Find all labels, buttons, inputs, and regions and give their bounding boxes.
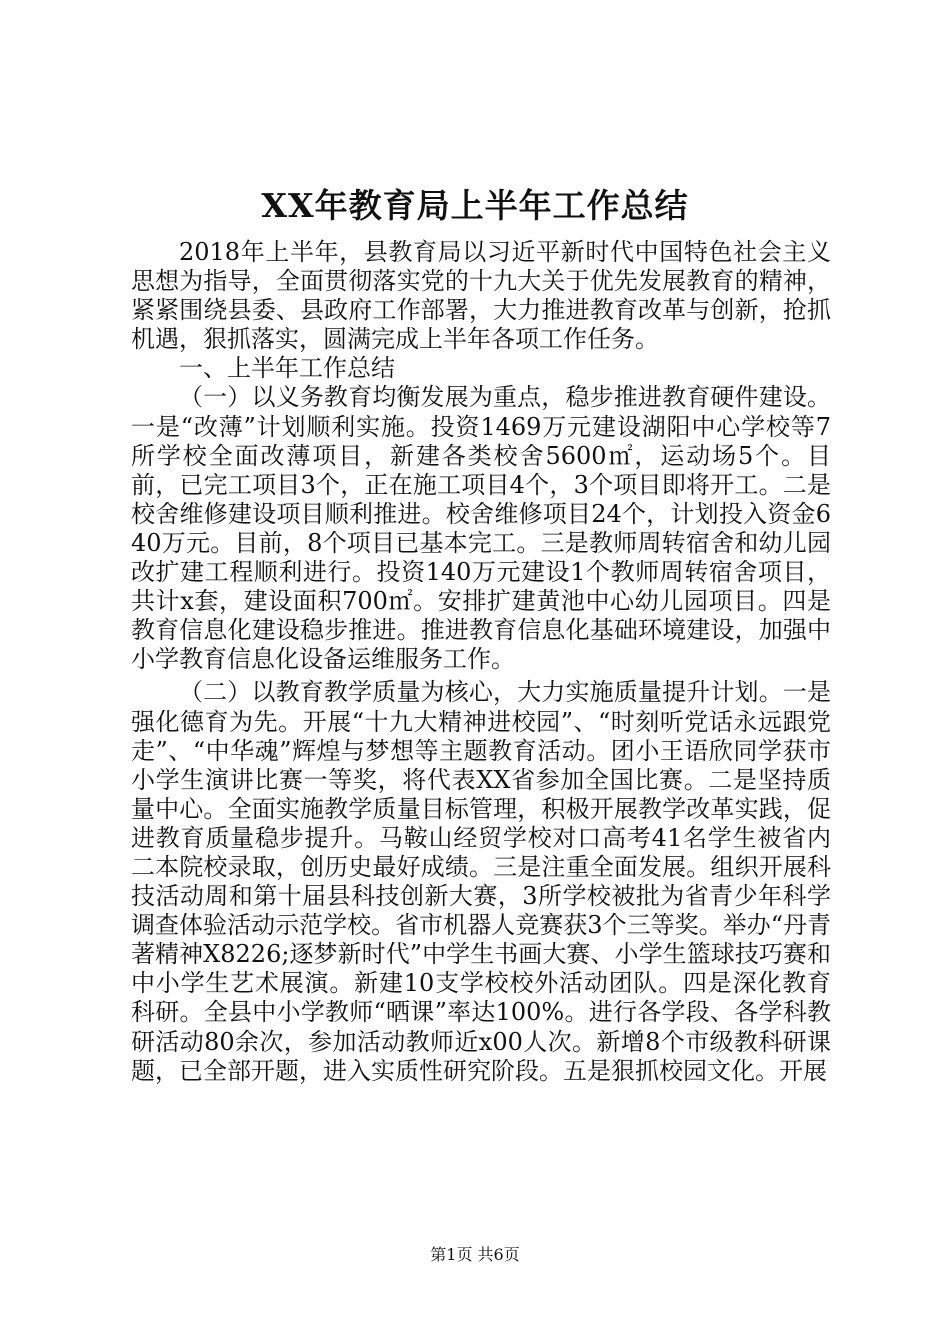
section-heading: 一、上半年工作总结	[179, 354, 395, 383]
page-footer: 第1页 共6页	[430, 1245, 520, 1264]
intro-paragraph: 2018年上半年，县教育局以习近平新时代中国特色社会主义思想为指导，全面贯彻落实党的十九大关于优先发展教育的精神，紧紧围绕县委、县政府工作部署，大力推进教育改革与创新，抢抓机遇，狠抓落实，圆满完成上半年各项工作任务。	[131, 238, 831, 354]
body-paragraph-1: （一）以义务教育均衡发展为重点，稳步推进教育硬件建设。一是“改薄”计划顺利实施。投资1469万元建设湖阳中心学校等7所学校全面改薄项目，新建各类校舍5600㎡，运动场5个。目前，已完工项目3个，正在施工项目4个，3个项目即将开工。二是校舍维修建设项目顺利推进。校舍维修项目24个，计划投入资金640万元。目前，8个项目已基本完工。三是教师周转宿舍和幼儿园改扩建工程顺利进行。投资140万元建设1个教师周转宿舍项目，共计x套，建设面积700㎡。安排扩建黄池中心幼儿园项目。四是教育信息化建设稳步推进。推进教育信息化基础环境建设，加强中小学教育信息化设备运维服务工作。	[131, 383, 831, 674]
document-body	[131, 238, 831, 1086]
body-paragraph-2: （二）以教育教学质量为核心，大力实施质量提升计划。一是强化德育为先。开展“十九大精神进校园”、“时刻听党话永远跟党走”、“中华魂”辉煌与梦想等主题教育活动。团小王语欣同学获市小学生演讲比赛一等奖，将代表XX省参加全国比赛。二是坚持质量中心。全面实施教学质量目标管理，积极开展教学改革实践，促进教育质量稳步提升。马鞍山经贸学校对口高考41名学生被省内二本院校录取，创历史最好成绩。三是注重全面发展。组织开展科技活动周和第十届县科技创新大赛，3所学校被批为省青少年科学调查体验活动示范学校。省市机器人竞赛获3个三等奖。举办“丹青著精神X8226;逐梦新时代”中学生书画大赛、小学生篮球技巧赛和中小学生艺术展演。新建10支学校校外活动团队。四是深化教育科研。全县中小学教师“晒课”率达100%。进行各学段、各学科教研活动80余次，参加活动教师近x00人次。新增8个市级教科研课题，已全部开题，进入实质性研究阶段。五是狠抓校园文化。开展	[131, 678, 831, 1085]
document-title: XX年教育局上半年工作总结	[261, 186, 689, 225]
